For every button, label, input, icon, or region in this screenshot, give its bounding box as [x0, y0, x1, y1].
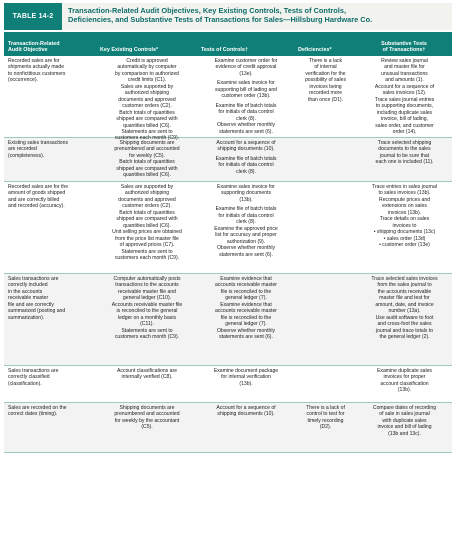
cell-line: amount, date, and invoice	[375, 301, 434, 308]
cell-deficiencies	[294, 56, 356, 137]
cell-tests-of-controls	[197, 56, 294, 137]
cell-line: from the price list master file	[115, 235, 179, 242]
header-substantive-tests	[356, 32, 452, 56]
header-line: Transaction-Related	[8, 40, 60, 47]
cell-audit-objective	[4, 274, 96, 365]
cell-line: of approved prices (C7).	[119, 242, 175, 249]
cell-line: Statements are sent to	[121, 327, 173, 334]
table-title-bar	[4, 3, 452, 30]
cell-line: supporting bill of lading and	[214, 86, 278, 93]
cell-line: Unit selling prices are obtained	[112, 229, 182, 236]
cell-line: shipped are compared with	[116, 165, 178, 172]
cell-line: prenumbered and accounted	[114, 411, 180, 418]
cell-audit-objective	[4, 138, 96, 181]
cell-line: • shipping documents (13c)	[373, 229, 436, 236]
cell-line: clerk (8).	[236, 168, 256, 175]
cell-line: order (14).	[392, 128, 417, 135]
cell-audit-objective	[4, 366, 96, 402]
cell-line: quantities billed (C6).	[123, 172, 171, 179]
cell-line: (completeness).	[8, 152, 45, 159]
cell-key-existing-controls	[96, 274, 197, 365]
header-line: of Transactions†	[382, 47, 426, 54]
cell-line: number (13a).	[388, 308, 421, 315]
cell-line: from the sales journal to	[377, 282, 432, 289]
cell-line: Examine sales invoice for	[217, 184, 275, 190]
cell-line: including duplicate sales	[376, 109, 433, 116]
cell-line: shipping documents (10).	[217, 146, 275, 153]
cell-key-existing-controls	[96, 56, 197, 142]
cell-line: Batch totals of quantities	[119, 159, 175, 166]
cell-line: correctly included	[8, 282, 48, 289]
cell-line: invoice, bill of lading,	[380, 116, 428, 123]
cell-key-existing-controls	[96, 366, 197, 402]
table-row	[4, 403, 452, 453]
cell-line: Trace details on sales	[379, 216, 430, 223]
table-14-2	[4, 3, 452, 537]
cell-line: (C11).	[140, 321, 154, 328]
cell-line: There is a lack	[308, 58, 343, 64]
cell-line: unusual transactions	[381, 70, 428, 77]
cell-line: Sales are supported by	[120, 83, 174, 90]
cell-line: for initials of data control	[218, 109, 274, 116]
cell-line: Computer automatically posts	[113, 276, 181, 282]
cell-line: clerk (8).	[236, 219, 256, 226]
cell-line: accounts receivable master	[214, 308, 277, 315]
cell-line: statements are sent (6).	[219, 251, 273, 258]
cell-line: customer orders (C2).	[122, 103, 172, 110]
cell-line: invoices (13b).	[387, 209, 422, 216]
cell-line: for weekly by the accountant	[114, 417, 180, 424]
cell-line: invoice and bill of lading	[377, 424, 432, 431]
cell-line: • sales order (13d)	[383, 235, 426, 242]
cell-key-existing-controls	[96, 403, 197, 452]
table-body	[4, 56, 452, 453]
cell-line: file is reconciled to the	[220, 314, 272, 321]
cell-substantive-tests	[356, 274, 452, 365]
table-title-line: Deficiencies, and Substantive Tests of Transactions for Sales—Hillsburg Hardware Co.	[68, 15, 373, 25]
cell-audit-objective	[4, 56, 96, 137]
cell-line: Observe whether monthly	[216, 245, 276, 252]
cell-line: accounts receivable master	[214, 282, 277, 289]
cell-line: summarization).	[8, 314, 45, 321]
cell-line: are recorded	[8, 146, 37, 153]
cell-line: possibility of sales	[304, 77, 347, 84]
cell-line: invoices for proper	[383, 374, 426, 381]
header-audit-objective	[4, 32, 96, 56]
cell-line: Account for a sequence of	[216, 140, 276, 146]
cell-line: by comparison to authorized	[115, 70, 179, 77]
cell-line: statements are sent (6).	[219, 334, 273, 341]
cell-line: Examine evidence that	[220, 301, 272, 308]
header-line: Key Existing Controls*	[100, 47, 159, 54]
cell-line: Examine file of batch totals	[215, 206, 277, 213]
cell-audit-objective	[4, 182, 96, 273]
table-row	[4, 182, 452, 274]
cell-line: quantities billed (C6).	[123, 122, 171, 129]
cell-line: internally verified (C8).	[121, 374, 173, 381]
cell-line: file and are correctly	[8, 301, 54, 308]
cell-line: is reconciled to the general	[116, 308, 178, 315]
cell-line: authorization (9).	[226, 238, 266, 245]
cell-substantive-tests	[356, 366, 452, 402]
cell-line: statements are sent (6).	[219, 128, 273, 135]
header-tests-of-controls	[197, 32, 294, 56]
cell-line: Examine file of batch totals	[215, 155, 277, 162]
cell-line: shipments actually made	[8, 64, 65, 71]
cell-line: shipped are compared with	[116, 116, 178, 123]
cell-line: customer order (13b).	[221, 93, 271, 100]
cell-line: with duplicate sales	[382, 417, 427, 424]
cell-tests-of-controls	[197, 403, 294, 452]
cell-line: Existing sales transactions	[8, 140, 69, 146]
cell-line: (C5).	[141, 424, 153, 431]
cell-line: Examine duplicate sales	[377, 368, 432, 374]
cell-line: Batch totals of quantities	[119, 209, 175, 216]
cell-line: Shipping documents are	[119, 405, 175, 411]
cell-line: Sales transactions are	[8, 276, 59, 282]
header-line: Tests of Controls†	[201, 47, 248, 54]
table-title	[62, 3, 452, 30]
header-deficiencies	[294, 32, 356, 56]
cell-line: general ledger (C10).	[122, 295, 172, 302]
cell-line: general ledger (7).	[225, 295, 267, 302]
cell-line: Sales transactions are	[8, 368, 59, 374]
cell-line: verification for the	[305, 70, 346, 77]
cell-line: Account for a sequence of	[216, 405, 276, 411]
cell-line: customers each month (C9).	[114, 254, 180, 261]
cell-line: Recorded sales are for	[8, 58, 60, 64]
cell-line: extensions on sales	[382, 203, 427, 210]
cell-line: Sales are supported by	[120, 184, 174, 190]
cell-line: of internal	[314, 64, 337, 71]
cell-line: in the accounts	[8, 288, 43, 295]
cell-line: credit limits (C1).	[127, 77, 167, 84]
cell-line: sales order, and customer	[375, 122, 434, 129]
cell-deficiencies	[294, 403, 356, 452]
cell-line: ledger on a monthly basis	[117, 314, 177, 321]
cell-line: documents to the sales	[378, 146, 431, 153]
cell-line: Statements are sent to	[121, 128, 173, 135]
cell-line: (13b and 13c).	[388, 430, 421, 437]
cell-line: Compare dates of recording	[372, 405, 437, 411]
cell-line: each one is included (11).	[375, 159, 434, 166]
cell-line: (D2).	[319, 424, 332, 431]
cell-line: supporting documents	[220, 190, 272, 197]
cell-line: Examine the approved price	[214, 225, 278, 232]
table-row	[4, 138, 452, 182]
cell-line: correctly classified	[8, 374, 50, 381]
cell-line: and cross-foot the sales	[377, 321, 432, 328]
cell-line: shipping documents (10).	[217, 411, 275, 418]
cell-line: • customer order (13e)	[379, 242, 430, 249]
cell-line: for initials of data control	[218, 212, 274, 219]
cell-line: Recompute prices and	[379, 196, 430, 203]
cell-line: sales invoices (12).	[382, 90, 427, 97]
cell-line: recorded more	[308, 90, 343, 97]
cell-line: receivable master file and	[117, 288, 177, 295]
cell-line: (13b).	[239, 196, 253, 203]
cell-line: Account classifications are	[116, 368, 178, 374]
cell-line: and recorded (accuracy).	[8, 203, 65, 210]
cell-line: Trace sales journal entries	[374, 96, 435, 103]
header-line: Deficiencies*	[298, 47, 332, 54]
cell-line: Recorded sales are for the	[8, 184, 69, 190]
cell-substantive-tests	[356, 138, 452, 181]
header-key-existing-controls	[96, 32, 197, 56]
cell-line: quantities billed (C6).	[123, 222, 171, 229]
cell-deficiencies	[294, 274, 356, 365]
cell-line: Observe whether monthly	[216, 327, 276, 334]
cell-key-existing-controls	[96, 182, 197, 273]
cell-tests-of-controls	[197, 366, 294, 402]
cell-line: for initials of data control	[218, 162, 274, 169]
cell-line: Trace selected shipping	[377, 140, 432, 146]
cell-line: documents and approved	[118, 196, 176, 203]
cell-line: Examine evidence that	[220, 276, 272, 282]
cell-line: Examine document package	[213, 368, 279, 374]
table-title-line: Transaction-Related Audit Objectives, Key Existing Controls, Tests of Controls,	[68, 6, 347, 15]
cell-line: (occurrence).	[8, 77, 39, 84]
cell-deficiencies	[294, 366, 356, 402]
table-number-tag: TABLE 14-2	[4, 3, 62, 30]
cell-line: invoices being	[309, 83, 342, 90]
cell-line: (13e).	[239, 70, 253, 77]
cell-line: (13b).	[397, 387, 412, 394]
cell-line: of sale in sales journal	[379, 411, 430, 418]
cell-line: correct dates (timing).	[8, 411, 58, 418]
cell-line: clerk (8).	[236, 115, 256, 122]
cell-line: summarized (posting and	[8, 308, 66, 315]
cell-line: There is a lack of	[306, 405, 345, 411]
cell-line: journal to be sure that	[379, 152, 430, 159]
cell-line: and amounts (1).	[385, 77, 424, 84]
header-line: Audit Objective	[8, 47, 48, 54]
cell-line: Sales are recorded on the	[8, 405, 67, 411]
cell-tests-of-controls	[197, 274, 294, 365]
cell-tests-of-controls	[197, 182, 294, 273]
cell-line: evidence of credit approval	[215, 64, 277, 71]
cell-line: automatically by computer	[117, 64, 177, 71]
cell-key-existing-controls	[96, 138, 197, 181]
cell-line: Review sales journal	[381, 58, 428, 64]
cell-line: receivable master	[8, 295, 49, 302]
cell-line: prenumbered and accounted	[114, 146, 180, 153]
cell-line: and are correctly billed	[8, 196, 60, 203]
cell-line: master file and test for	[379, 295, 430, 302]
cell-line: (13b).	[239, 380, 253, 387]
cell-deficiencies	[294, 138, 356, 181]
cell-line: control to test for	[306, 411, 345, 418]
cell-line: invoices to	[392, 222, 417, 229]
cell-line: timely recording	[307, 417, 344, 424]
table-row	[4, 274, 452, 366]
cell-line: transactions to the accounts	[115, 282, 179, 289]
cell-line: Shipping documents are	[119, 140, 175, 146]
cell-line: (classification).	[8, 380, 42, 387]
cell-line: Observe whether monthly	[216, 122, 276, 129]
cell-line: documents and approved	[118, 96, 176, 103]
cell-line: account classification	[380, 380, 429, 387]
cell-line: for weekly (C5).	[129, 152, 165, 159]
table-row	[4, 366, 452, 403]
cell-line: customers each month (C9).	[114, 334, 180, 341]
cell-line: customers each month (C9).	[114, 135, 180, 142]
table-row	[4, 56, 452, 142]
cell-line: to supporting documents,	[375, 103, 434, 110]
cell-line: authorized shipping	[124, 90, 170, 97]
cell-line: customer orders (C2).	[122, 203, 172, 210]
header-line: Substantive Tests	[381, 40, 427, 47]
cell-line: Use audit software to foot	[375, 314, 434, 321]
cell-line: Account for a sequence of	[374, 83, 435, 90]
cell-line: Examine file of batch totals	[215, 102, 277, 109]
cell-line: journal and trace totals to	[375, 327, 434, 334]
cell-substantive-tests	[356, 403, 452, 452]
cell-substantive-tests	[356, 182, 452, 273]
cell-audit-objective	[4, 403, 96, 452]
cell-line: Trace entries in sales journal	[372, 184, 437, 190]
cell-line: the general ledger (2).	[379, 334, 430, 341]
cell-line: Trace selected sales invoices	[371, 276, 438, 282]
cell-deficiencies	[294, 182, 356, 273]
cell-substantive-tests	[356, 56, 452, 137]
cell-line: file is reconciled to the	[220, 288, 272, 295]
cell-line: Accounts receivable master file	[111, 301, 183, 308]
cell-line: amount of goods shipped	[8, 190, 66, 197]
cell-line: list for accuracy and proper	[215, 232, 277, 239]
cell-line: for internal verification	[221, 374, 271, 381]
cell-line: general ledger (7).	[225, 321, 267, 328]
table-header-row	[4, 32, 452, 56]
cell-line: Batch totals of quantities	[119, 109, 175, 116]
cell-line: Examine customer order for	[214, 58, 278, 64]
cell-tests-of-controls	[197, 138, 294, 181]
cell-line: authorized shipping	[124, 190, 170, 197]
cell-line: shipped are compared with	[116, 216, 178, 223]
cell-line: to nonfictitious customers	[8, 70, 66, 77]
cell-line: than once (D1).	[307, 96, 344, 103]
cell-line: Statements are sent to	[121, 248, 173, 255]
cell-line: Credit is approved	[126, 58, 168, 64]
cell-line: the accounts receivable	[377, 288, 432, 295]
cell-line: to sales invoices (13b).	[378, 190, 431, 197]
cell-line: Examine sales invoice for	[217, 80, 275, 87]
cell-line: and master file for	[384, 64, 425, 71]
